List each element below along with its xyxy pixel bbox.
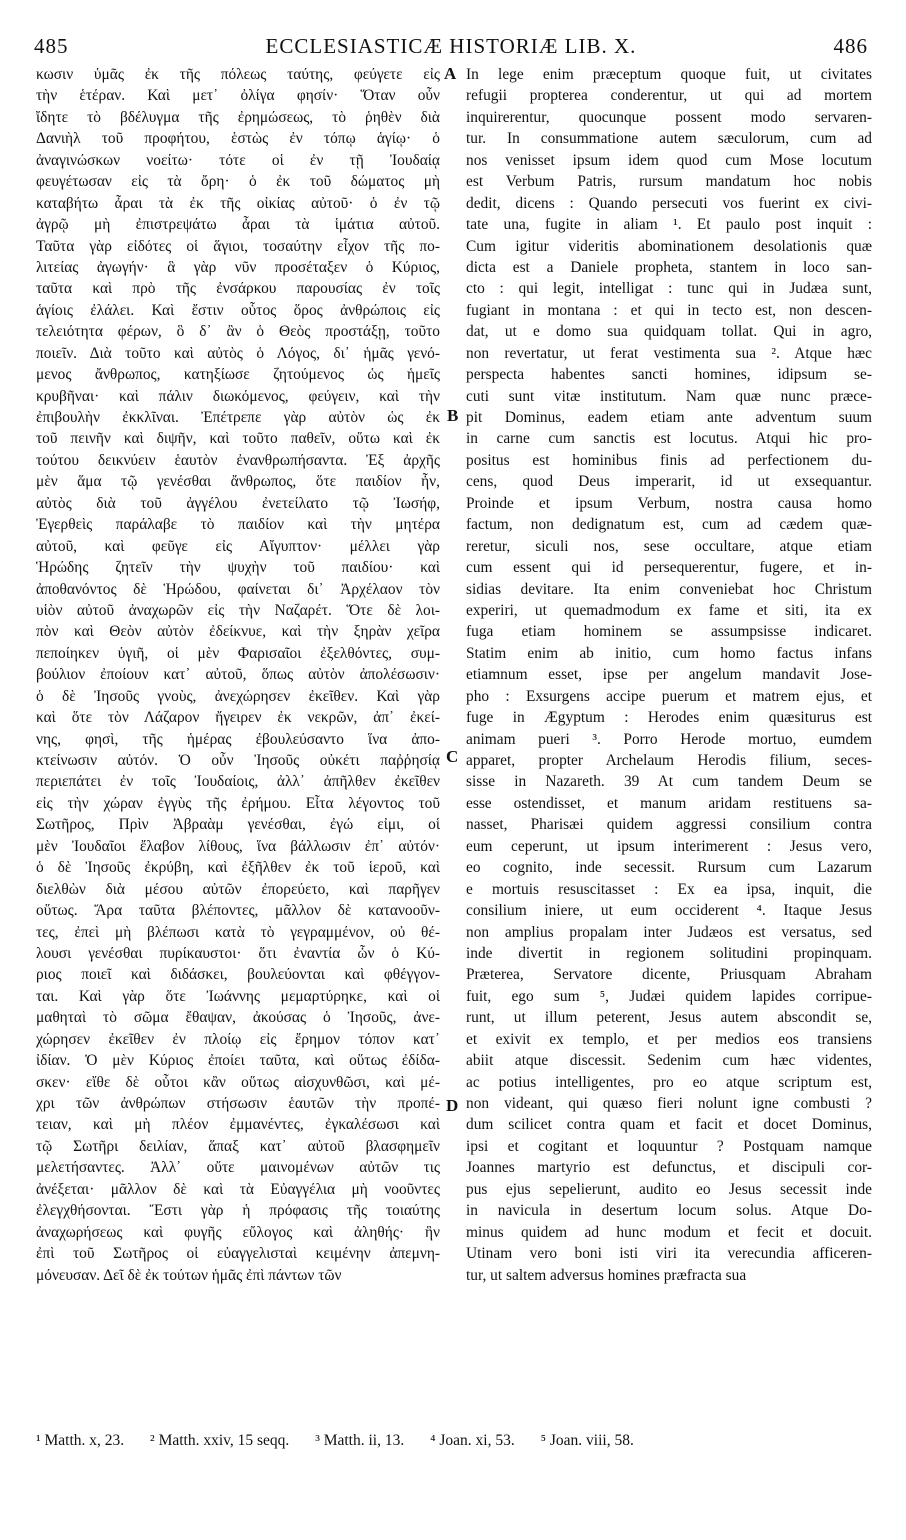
footnote-1: ¹ Matth. x, 23.: [36, 1432, 125, 1449]
latin-text-line: animam pueri ³. Porro Herode mortuo, eumdem: [466, 730, 872, 748]
latin-text-line: Præterea, Servatore dicente, Priusquam Abraham: [466, 966, 872, 984]
latin-text-line: est Verbum Patris, rursum mandatum hoc nobis: [466, 173, 872, 191]
latin-text-line: apparet, propter Archelaum Herodis filium, seces-: [466, 752, 872, 769]
latin-text-line: in navicula in desertum locum solus. Atque Do-: [466, 1202, 872, 1220]
greek-text-line: εἰς τὴν χώραν ἐγγὺς τῆς ἐρήμου. Εἶτα λέγοντος τοῦ: [36, 794, 440, 812]
greek-text-line: χρι τῶν ἀνθρώπων στήσωσιν ἑαυτῶν τὴν προπέ-: [36, 1095, 440, 1112]
greek-text-column: [36, 64, 440, 1286]
latin-text-line: factum, non dedignatum est, cum ad cædem quæ-: [466, 516, 872, 534]
margin-marker-c: C: [446, 747, 459, 766]
latin-text-line: sisse in Nazareth. 39 At cum tandem Deum se: [466, 773, 872, 791]
greek-text-line: Ταῦτα γὰρ εἰδότες οἱ ἅγιοι, τοσαύτην εἶχον τῆς πο-: [36, 237, 440, 255]
latin-text-line: fuge in Ægyptum : Herodes enim quæsiturus est: [466, 709, 872, 727]
greek-text-line: τούτου δεικνύειν ἑαυτὸν ἐνανθρωπήσαντα. Ἐξ ἀρχῆς: [36, 451, 440, 469]
margin-marker-a: A: [444, 64, 457, 83]
latin-text-line: etiamnum esset, ipse per angelum mandavit Jose-: [466, 666, 872, 684]
latin-text-line: tate una, fugite in aliam ¹. Et paulo post inquit :: [466, 216, 872, 234]
latin-text-line: non revertatur, ut ferat vestimenta sua ². Atque hæc: [466, 344, 872, 362]
greek-text-line: μαθηταὶ τὸ σῶμα ἔθαψαν, ἀκούσας ὁ Ἰησοῦς, ἀνε-: [36, 1009, 440, 1027]
page-number-right: 486: [833, 34, 868, 58]
greek-text-line: καταβήτω ἆραι τὰ ἐκ τῆς οἰκίας αὐτοῦ· ὁ ἐν τῷ: [36, 194, 440, 212]
latin-text-line: Utinam vero boni isti viri ita verecundia afficeren-: [466, 1245, 872, 1263]
latin-text-line: cens, quod Deus imperarit, id ut exsequantur.: [466, 473, 872, 491]
margin-marker-d: D: [446, 1096, 459, 1115]
greek-text-line: ριος ποιεῖ καὶ διδάσκει, βουλεύονται καὶ φθέγγον-: [36, 966, 440, 984]
latin-text-line: cto : qui legit, intelligat : tunc qui in Judæa sunt,: [466, 280, 872, 298]
margin-marker-b: B: [447, 406, 459, 425]
latin-text-line: minus quidem ad hunc modum et fecit et docuit.: [466, 1223, 872, 1241]
latin-text-line: reretur, siculi nos, sese occultare, atque etiam: [466, 537, 872, 555]
latin-text-line: dat, ut e domo sua quidquam tollat. Qui in agro,: [466, 323, 872, 341]
greek-text-line: καὶ ὅτε τὸν Λάζαρον ἤγειρεν ἐκ νεκρῶν, ἀπ᾽ ἐκεί-: [36, 709, 440, 727]
greek-text-line: διελθὼν διὰ μέσου αὐτῶν ἐπορεύετο, καὶ παρῆγεν: [36, 880, 440, 898]
footnote-2: ² Matth. xxiv, 15 seqq.: [150, 1432, 290, 1449]
latin-text-line: nos venisset ipsum idem quod cum Mose locutum: [466, 151, 872, 169]
latin-text-line: abiit atque discessit. Sedenim cum hæc videntes,: [466, 1052, 872, 1070]
latin-text-line: cum essent qui id persequerentur, fugere, et in-: [466, 559, 872, 577]
greek-text-line: ἀναγινώσκων νοείτω· τότε οἱ ἐν τῇ Ἰουδαίᾳ: [36, 151, 440, 169]
latin-text-line: non amplius propalam inter Judæos est versatus, sed: [466, 923, 872, 941]
greek-text-line: βούλιον ἐποίουν κατ᾽ αὐτοῦ, ὅπως αὐτὸν ἀπολέσωσιν·: [36, 666, 440, 684]
greek-text-line: ἀνέξεται· μᾶλλον δὲ καὶ τὰ Εὐαγγέλια μὴ νοοῦντες: [36, 1180, 440, 1198]
greek-text-line: Ἐγερθεὶς παράλαβε τὸ παιδίον καὶ τὴν μητέρα: [36, 516, 440, 534]
latin-text-line: eum ceperunt, ut ipsum interimerent : Jesus vero,: [466, 837, 872, 855]
greek-text-line: χώρησεν ἐκεῖθεν ἐν πλοίῳ εἰς ἔρημον τόπον κατ᾽: [36, 1030, 440, 1048]
latin-text-line: Joannes martyrio est defunctus, et discipuli cor-: [466, 1159, 872, 1177]
latin-text-line: Cum igitur videritis abominationem desolationis quæ: [466, 237, 872, 255]
page-number-left: 485: [34, 34, 69, 58]
greek-text-line: ἴδητε τὸ βδέλυγμα τῆς ἐρημώσεως, τὸ ῥηθὲν διὰ: [36, 108, 440, 126]
greek-text-line: λουσι γενέσθαι πυρίκαυστοι· ὅτι ἐναντία ὧν ὁ Κύ-: [36, 944, 440, 962]
greek-text-line: τειαν, καὶ μὴ πλέον ἐμμανέντες, ἐγκαλέσωσι καὶ: [36, 1116, 440, 1134]
greek-text-line: ἀγρῷ μὴ ἐπιστρεψάτω ἆραι τὰ ἱμάτια αὐτοῦ.: [36, 216, 440, 234]
greek-text-line: μελετήσαντες. Ἀλλ᾽ οὔτε μαινομένων αὐτῶν τις: [36, 1159, 440, 1177]
latin-text-line: inquirerentur, quocunque possent modo servaren-: [466, 108, 872, 126]
latin-text-line: In lege enim præceptum quoque fuit, ut civitates: [466, 66, 872, 83]
latin-text-line: dum scilicet contra quam et facit et docet Dominus,: [466, 1116, 872, 1134]
greek-text-line: ἐπὶ τοῦ Σωτῆρος οἱ εὐαγγελισταὶ κειμένην ἀπεμνη-: [36, 1245, 440, 1263]
footnote-3: ³ Matth. ii, 13.: [315, 1432, 405, 1449]
latin-text-line: esse ostendisset, et manum aridam restituens sa-: [466, 794, 872, 812]
greek-text-line: ταῦτα καὶ πρὸ τῆς ἐνσάρκου παρουσίας ἐν τοῖς: [36, 280, 440, 298]
greek-text-line: περιεπάτει ἐν τοῖς Ἰουδαίοις, ἀλλ᾽ ἀπῆλθεν ἐκεῖθεν: [36, 773, 440, 791]
greek-text-line: Δανιὴλ τοῦ προφήτου, ἑστὼς ἐν τόπῳ ἁγίῳ· ὁ: [36, 130, 440, 148]
latin-text-line: tur. In consummatione autem sæculorum, cum ad: [466, 130, 872, 148]
latin-text-line: dedit, dicens : Quando persecuti vos fuerint ex civi-: [466, 194, 872, 212]
page-header: [34, 34, 868, 64]
latin-text-line: pho : Exsurgens accipe puerum et matrem ejus, et: [466, 687, 872, 705]
latin-text-line: in carne cum sanctis est locutus. Atqui hic pro-: [466, 430, 872, 448]
greek-text-line: ὁ δὲ Ἰησοῦς γνοὺς, ἀνεχώρησεν ἐκεῖθεν. Καὶ γὰρ: [36, 687, 440, 705]
greek-text-line: ὁ δὲ Ἰησοῦς ἐκρύβη, καὶ ἐξῆλθεν ἐκ τοῦ ἱεροῦ, καὶ: [36, 859, 440, 877]
greek-text-line: λιτείας ἀγωγήν· ἃ γὰρ νῦν προσέταξεν ὁ Κύριος,: [36, 258, 440, 276]
greek-text-line: ἰδίαν. Ὁ μὲν Κύριος ἐποίει ταῦτα, καὶ οὕτως ἐδίδα-: [36, 1052, 440, 1070]
greek-text-line: τες, ἐπεὶ μὴ βλέπωσι κατὰ τὸ γεγραμμένον, οὐ θέ-: [36, 923, 440, 941]
greek-text-line: πὸν καὶ Θεὸν αὐτὸν ἐδείκνυε, καὶ τὴν ξηρὰν χεῖρα: [36, 623, 440, 641]
latin-text-line: fuit, ego sum ⁵, Judæi quidem lapides corripue-: [466, 987, 872, 1005]
latin-text-line: runt, ut illum peterent, Jesus autem abscondit se,: [466, 1009, 872, 1027]
latin-text-line: ac potius intelligentes, pro eo atque scriptum est,: [466, 1073, 872, 1091]
footnote-4: ⁴ Joan. xi, 53.: [430, 1432, 515, 1449]
latin-text-line: Statim enim ab initio, cum homo factus infans: [466, 644, 872, 662]
greek-text-line: ἀποθανόντος δὲ Ἡρώδου, φαίνεται δι᾽ Ἀρχέλαον τὸν: [36, 580, 440, 598]
latin-text-line: non videant, qui quæso fieri nolunt igne combusti ?: [466, 1095, 872, 1112]
greek-text-line: ἀναχωρήσεως καὶ φυγῆς εὔλογος καὶ ἀληθής· ἣν: [36, 1223, 440, 1241]
greek-text-line: ται. Καὶ γὰρ ὅτε Ἰωάννης μεμαρτύρηκε, καὶ οἱ: [36, 987, 440, 1005]
latin-text-line: nasset, Pharisæi quidem aggressi consilium contra: [466, 816, 872, 834]
latin-text-line: inde divertit in regionem solitudini propinquam.: [466, 944, 872, 962]
greek-text-line: αὐτὸς διὰ τοῦ ἀγγέλου ἐνετείλατο τῷ Ἰωσήφ,: [36, 494, 440, 512]
latin-text-line: eo cognito, inde secessit. Rursum cum Lazarum: [466, 859, 872, 877]
greek-text-line: τὴν ἑτέραν. Καὶ μετ᾽ ὀλίγα φησίν· Ὅταν οὖν: [36, 87, 440, 105]
greek-text-line: σκεν· εἴθε δὲ οὗτοι κἂν οὕτως αἰσχυνθῶσι, καὶ μέ-: [36, 1073, 440, 1091]
latin-text-line: consilium iniere, ut eum occiderent ⁴. Itaque Jesus: [466, 902, 872, 920]
greek-text-line: υἱὸν αὐτοῦ ἀναχωρῶν εἰς τὴν Ναζαρέτ. Ὅτε δὲ λοι-: [36, 601, 440, 619]
latin-text-line: Proinde et ipsum Verbum, nostra causa homo: [466, 494, 872, 512]
greek-text-line: Ἡρώδης ζητεῖν τὴν ψυχὴν τοῦ παιδίου· καὶ: [36, 559, 440, 577]
greek-text-line: φευγέτωσαν εἰς τὰ ὄρη· ὁ ἐκ τοῦ δώματος μὴ: [36, 173, 440, 191]
greek-text-line: τῷ Σωτῆρι δειλίαν, ἅπαξ κατ᾽ αὐτοῦ βλασφημεῖν: [36, 1137, 440, 1155]
greek-text-line: τελειότητα φέρων, ὃ δ᾽ ἂν ὁ Θεὸς προστάξῃ, τοῦτο: [36, 323, 440, 341]
greek-text-line: κωσιν ὑμᾶς ἐκ τῆς πόλεως ταύτης, φεύγετε εἰς: [36, 66, 440, 83]
greek-text-line: μόνευσαν. Δεῖ δὲ ἐκ τούτων ἡμᾶς ἐπὶ πάντων τῶν: [36, 1266, 342, 1284]
latin-text-line: pus ejus sepelierunt, audito eo Jesus secessit inde: [466, 1180, 872, 1198]
latin-text-line: sidias devitare. Ita enim conveniebat hoc Christum: [466, 580, 872, 598]
footnote-5: ⁵ Joan. viii, 58.: [540, 1432, 634, 1449]
greek-text-line: αὐτοῦ, καὶ φεῦγε εἰς Αἴγυπτον· μέλλει γὰρ: [36, 537, 440, 555]
latin-text-line: fugiant in montana : et qui in tecto est, non descen-: [466, 301, 872, 319]
latin-text-line: refugii propterea conderentur, ut qui ad mortem: [466, 87, 872, 105]
latin-text-line: et exivit ex templo, et per medios eos transiens: [466, 1030, 872, 1048]
latin-text-line: positus est hominibus finis ad perfectionem du-: [466, 451, 872, 469]
greek-text-line: μενος ἄνθρωπος, κατηξίωσε ζητούμενος ὡς ἡμεῖς: [36, 366, 440, 384]
latin-text-line: pit Dominus, eadem etiam ante adventum suum: [466, 409, 872, 426]
latin-text-line: tur, ut saltem adversus homines præfracta sua: [466, 1266, 747, 1284]
greek-text-line: κρυβῆναι· καὶ πάλιν διωκόμενος, φεύγειν, καὶ τὴν: [36, 387, 440, 405]
greek-text-line: Σωτῆρος, Πρὶν Ἀβραὰμ γενέσθαι, ἐγώ εἰμι, οἱ: [36, 816, 440, 834]
latin-text-column: [466, 64, 872, 1286]
greek-text-line: νης, φησὶ, τῆς ἡμέρας ἐβουλεύσαντο ἵνα ἀπο-: [36, 730, 440, 748]
footnotes: [36, 1432, 876, 1458]
latin-text-line: ipsi et cogitant et loquuntur ? Postquam namque: [466, 1137, 872, 1155]
greek-text-line: ἐλεγχθήσονται. Ἔστι γὰρ ἡ πρόφασις τῆς τοιαύτης: [36, 1202, 440, 1220]
greek-text-line: κτείνωσιν αὐτόν. Ὁ οὖν Ἰησοῦς οὐκέτι παῤῥησίᾳ: [36, 752, 440, 769]
latin-text-line: e mortuis resuscitasset : Ex ea ipsa, inquit, die: [466, 880, 872, 898]
latin-text-line: cuti sunt vitæ institutum. Nam quæ nunc præce-: [466, 387, 872, 405]
greek-text-line: πεποίηκεν ὑγιῆ, οἱ μὲν Φαρισαῖοι ἐξελθόντες, συμ-: [36, 644, 440, 662]
latin-text-line: experiri, ut quemadmodum ex fame et siti, ita ex: [466, 601, 872, 619]
latin-text-line: dicta est a Daniele propheta, stantem in loco san-: [466, 258, 872, 276]
greek-text-line: τοῦ πεινῆν καὶ διψῆν, καὶ τοῦτο παθεῖν, οὕτω καὶ ἐκ: [36, 430, 440, 448]
running-title: ECCLESIASTICÆ HISTORIÆ LIB. X.: [265, 34, 637, 58]
greek-text-line: μὲν ἅμα τῷ γενέσθαι ἄνθρωπος, ὅτε παιδίον ἦν,: [36, 473, 440, 491]
greek-text-line: ἁγίοις ἐλάλει. Καὶ ἔστιν οὗτος ὅρος ἀνθρώποις εἰς: [36, 301, 440, 319]
greek-text-line: οὕτως. Ἄρα ταῦτα βλέποντες, μᾶλλον δὲ κατανοοῦν-: [36, 902, 440, 920]
latin-text-line: fuga etiam hominem se assumpsisse indicaret.: [466, 623, 872, 641]
latin-text-line: perspecta habentes sancti homines, idipsum se-: [466, 366, 872, 384]
greek-text-line: ποιεῖν. Διὰ τοῦτο καὶ αὐτὸς ὁ Λόγος, δι᾽ ἡμᾶς γενό-: [36, 344, 440, 362]
greek-text-line: μὲν Ἰουδαῖοι ἔλαβον λίθους, ἵνα βάλλωσιν ἐπ᾽ αὐτόν·: [36, 837, 440, 855]
greek-text-line: ἐπιβουλὴν ἐκκλῖναι. Ἐπέτρεπε γὰρ αὐτὸν ὡς ἐκ: [36, 409, 440, 426]
